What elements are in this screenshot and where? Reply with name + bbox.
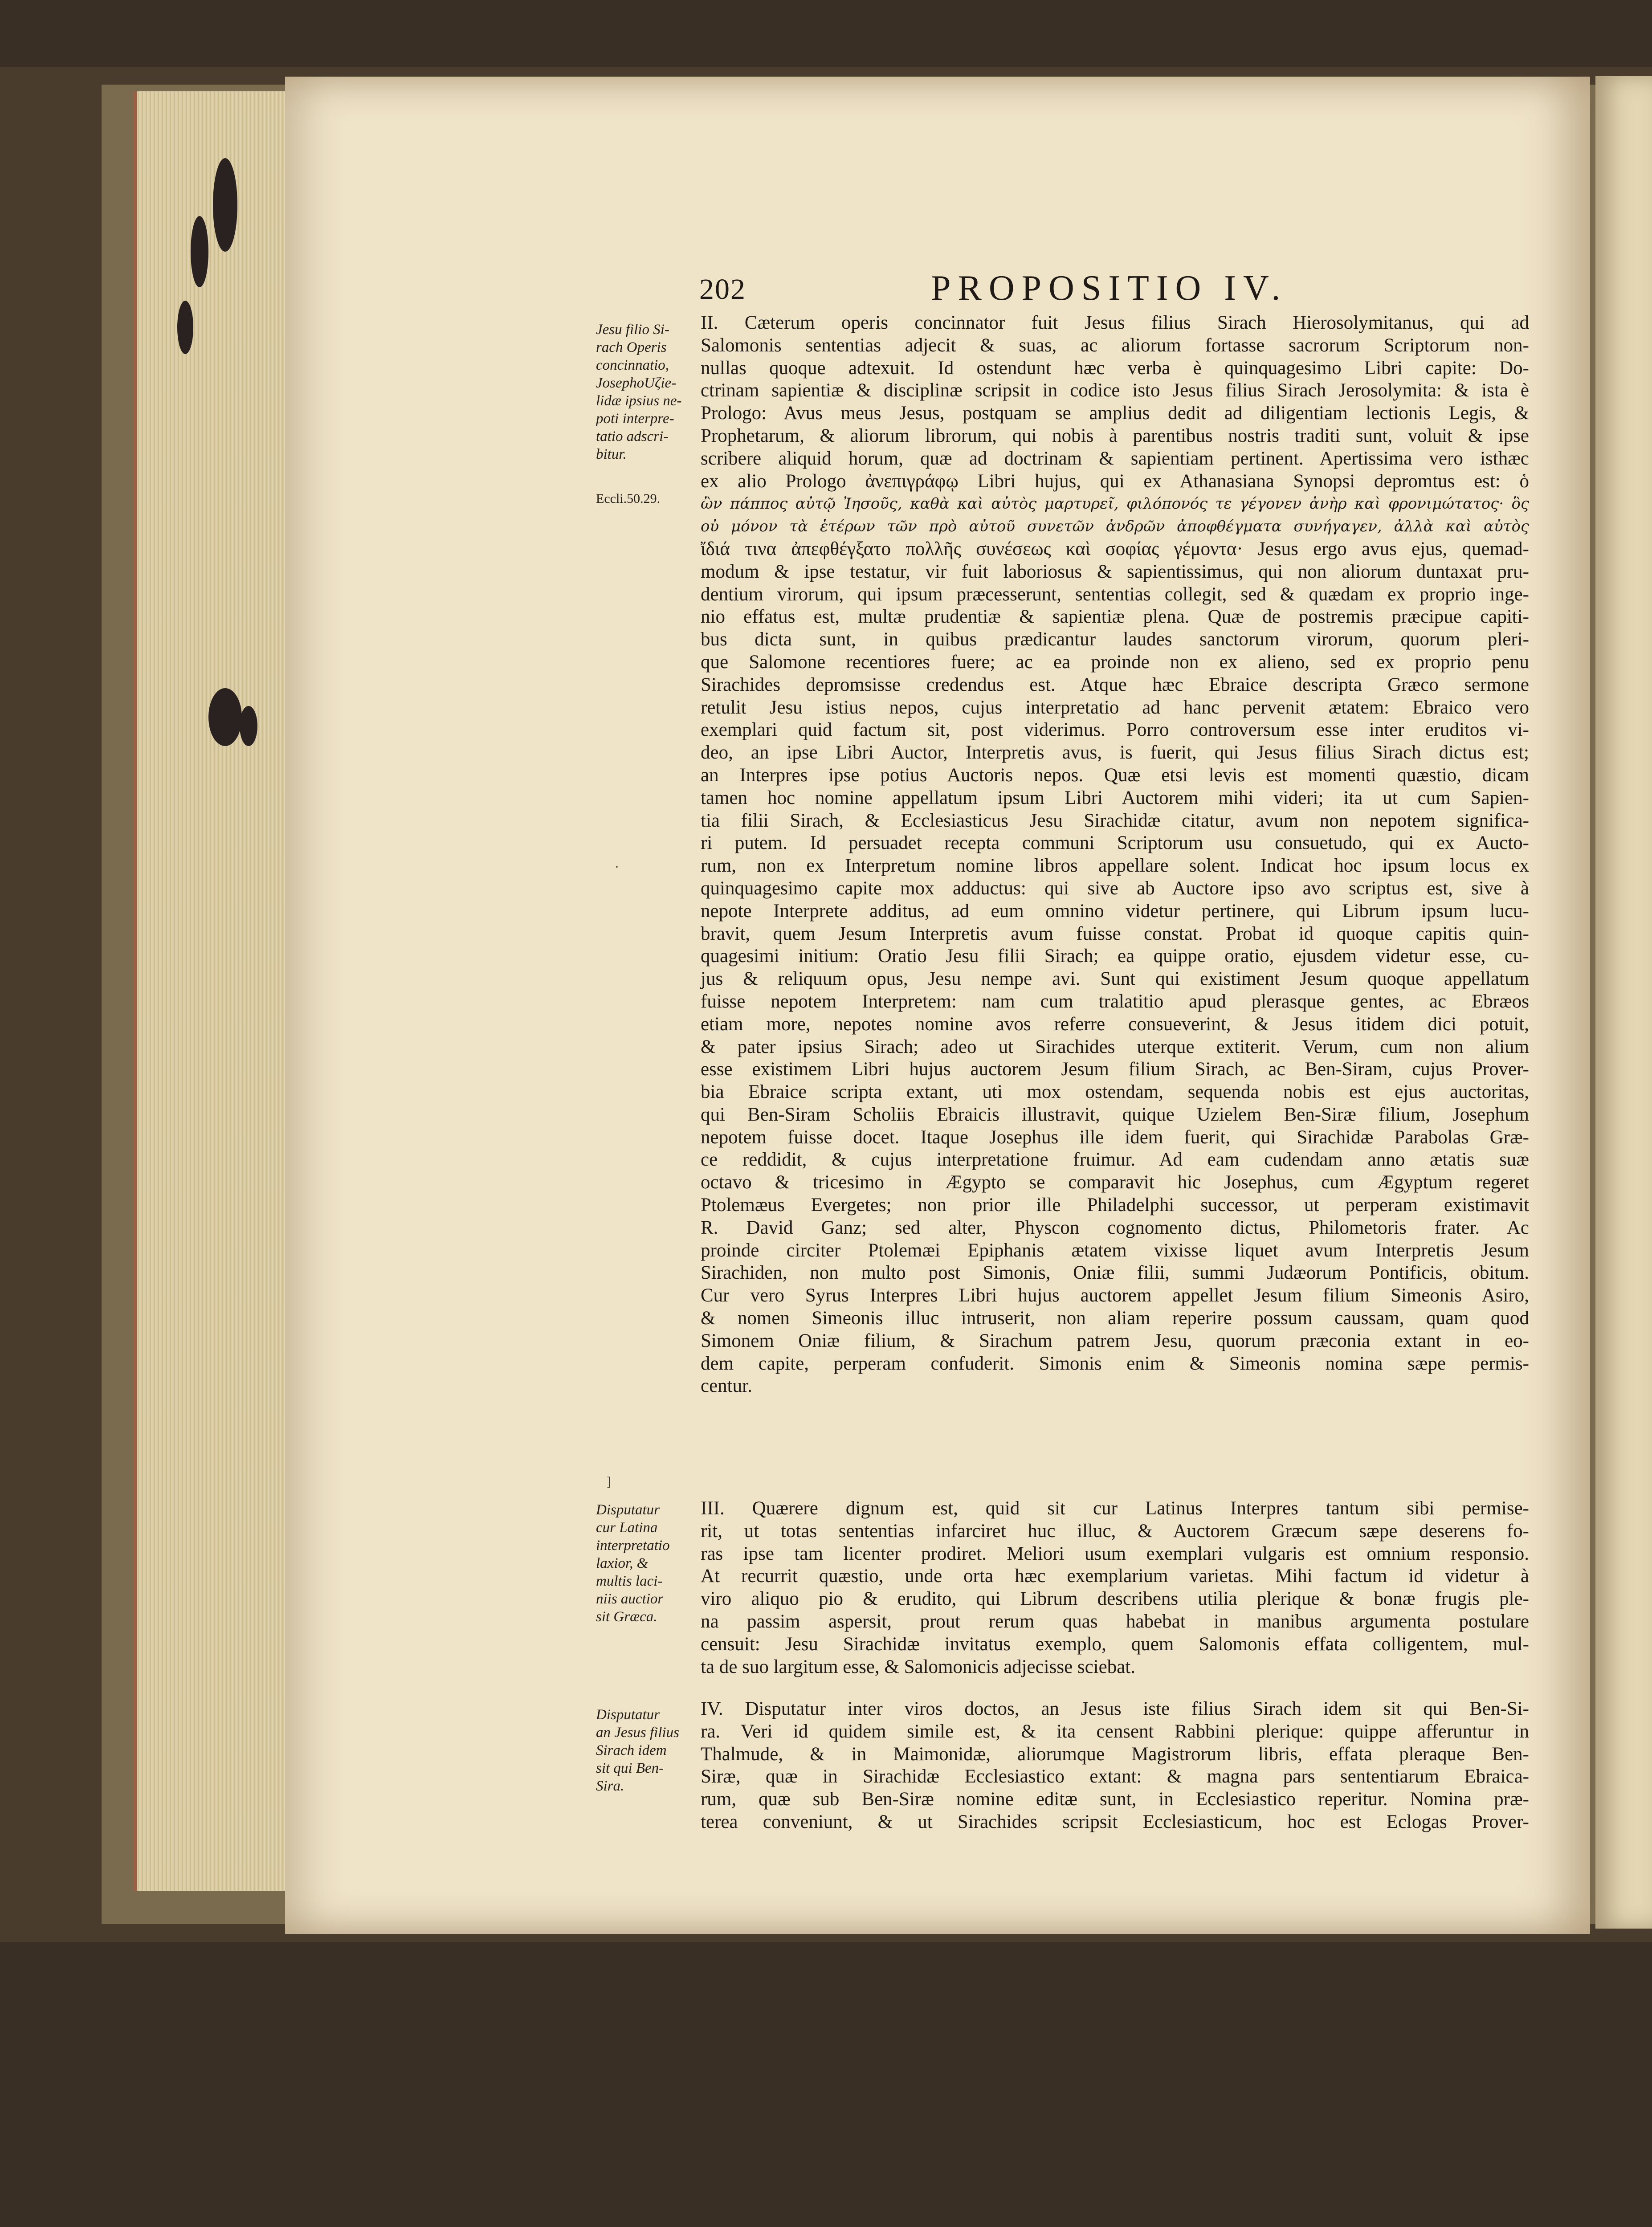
margin-note-2	[596, 490, 696, 508]
text-line: centur.	[701, 1375, 752, 1397]
text-line: fuisse nepotem Interpretem: nam cum tralatitio apud plerasque gentes, ac Ebræos	[701, 991, 1529, 1012]
margin-line: Sirach idem	[596, 1742, 667, 1758]
text-line: scribere aliquid horum, quæ ad doctrinam & sapientiam pertinent. Apertissima vero isthæc	[701, 448, 1529, 469]
section-2-text	[701, 312, 1529, 1398]
text-line: bus dicta sunt, in quibus prædicantur laudes sanctorum virorum, quorum pleri-	[701, 629, 1529, 650]
text-line: Thalmude, & in Maimonidæ, aliorumque Magistrorum libris, effata pleraque Ben-	[701, 1743, 1529, 1765]
text-line: deo, an ipse Libri Auctor, Interpretis avus, is fuerit, qui Jesus filius Sirach dictus est;	[701, 742, 1529, 763]
margin-line: sit qui Ben-	[596, 1760, 664, 1776]
ink-stain	[177, 301, 193, 354]
text-line: rit, ut totas sententias infarciret huc illuc, & Auctorem Græcum sæpe deserens fo-	[701, 1520, 1529, 1542]
text-line: ra. Veri id quidem simile est, & ita censent Rabbini plerique: quippe afferuntur in	[701, 1721, 1529, 1742]
greek-line: ὢν πάππος αὐτῷ Ἰησοῦς, καθὰ καὶ αὐτὸς μαρτυρεῖ, φιλόπονός τε γέγονεν ἀνὴρ καὶ φρονιμώτατος· ὃς	[701, 495, 1529, 513]
page-edges	[134, 91, 289, 1891]
margin-line: cur Latina	[596, 1520, 658, 1536]
text-line: quagesimi initium: Oratio Jesu filii Sirach; ea quippe oratio, ejusdem videtur esse, cu-	[701, 946, 1529, 967]
section-4-text	[701, 1698, 1529, 1834]
ink-stain	[213, 158, 237, 252]
ink-stain	[240, 706, 257, 746]
text-line: etiam more, nepotes nomine avos referre consueverint, & Jesus itidem dici potuit,	[701, 1013, 1529, 1035]
text-line: IV. Disputatur inter viros doctos, an Jesus iste filius Sirach idem sit qui Ben-Si-	[701, 1698, 1529, 1719]
paper-fleck: ·	[615, 860, 619, 874]
ink-stain	[191, 216, 208, 287]
text-line: proinde circiter Ptolemæi Epiphanis ætatem vixisse liquet avum Interpretis Jesum	[701, 1240, 1529, 1261]
text-line: & nomen Simeonis illuc intruserit, non aliam reperire possum caussam, quam quod	[701, 1308, 1529, 1329]
margin-line: JosephoUζie-	[596, 375, 677, 391]
margin-line: Jesu filio Si-	[596, 322, 669, 338]
page-number: 202	[699, 273, 746, 306]
margin-line: niis auctior	[596, 1591, 664, 1607]
text-line: bia Ebraice scripta extant, uti mox ostendam, sequenda nobis est ejus auctoritas,	[701, 1081, 1529, 1103]
text-line: ras ipse tam licenter prodiret. Meliori usum exemplari vulgaris est omnium responsio.	[701, 1543, 1529, 1564]
text-line: & pater ipsius Sirach; adeo ut Sirachides uterque extiterit. Verum, cum non alium	[701, 1036, 1529, 1057]
margin-line: poti interpre-	[596, 411, 674, 427]
margin-note-3	[596, 1501, 696, 1626]
page-title: PROPOSITIO IV.	[931, 269, 1288, 308]
margin-line: sit Græca.	[596, 1609, 657, 1625]
text-line: na passim aspersit, prout rerum quas habebat in manibus argumenta postulare	[701, 1611, 1529, 1632]
text-line: Ptolemæus Evergetes; non prior ille Philadelphi successor, ut perperam existimavit	[701, 1195, 1529, 1216]
text-line: III. Quærere dignum est, quid sit cur Latinus Interpres tantum sibi permise-	[701, 1498, 1529, 1519]
text-line: dentium virorum, qui ipsum præcesserunt, sententias collegit, sed & quædam ex proprio inge-	[701, 583, 1529, 605]
text-line: II. Cæterum operis concinnator fuit Jesus filius Sirach Hierosolymitanus, qui ad	[701, 312, 1529, 333]
text-line: Sirachiden, non multo post Simonis, Oniæ filii, summi Judæorum Pontificis, obitum.	[701, 1262, 1529, 1284]
text-line: terea conveniunt, & ut Sirachides scripsit Ecclesiasticum, hoc est Eclogas Prover-	[701, 1811, 1529, 1832]
text-line: qui Ben-Siram Scholiis Ebraicis illustravit, quique Uzielem Ben-Siræ filium, Josephum	[701, 1104, 1529, 1125]
text-line: dem capite, perperam confuderit. Simonis enim & Simeonis nomina sæpe permis-	[701, 1353, 1529, 1374]
text-line: censuit: Jesu Sirachidæ invitatus exemplo, quem Salomonis effata colligentem, mul-	[701, 1633, 1529, 1655]
text-line: que Salomone recentiores fuere; ac ea proinde non ex alieno, sed ex proprio penu	[701, 651, 1529, 673]
text-line: Prologo: Avus meus Jesus, postquam se amplius dedit ad diligentiam lectionis Legis, &	[701, 403, 1529, 424]
text-line: Sirachides depromsisse credendus est. Atque hæc Ebraice descripta Græco sermone	[701, 674, 1529, 695]
margin-line: bitur.	[596, 446, 627, 462]
text-line: jus & reliquum opus, Jesu nempe avi. Sunt qui existiment Jesum quoque appellatum	[701, 968, 1529, 990]
text-line: ri putem. Id persuadet recepta communi Scriptorum usu consuetudo, qui ex Aucto-	[701, 832, 1529, 854]
text-line: esse existimem Libri hujus auctorem Jesum filium Sirach, ac Ben-Siram, cujus Prover-	[701, 1059, 1529, 1080]
text-line: viro aliquo pio & erudito, qui Librum describens utilia plerique & bonæ frugis ple-	[701, 1588, 1529, 1610]
text-line: ce reddidit, & cujus interpretatione fruimur. Ad eam cudendam anno ætatis suæ	[701, 1149, 1529, 1171]
greek-line: οὐ μόνον τὰ ἑτέρων τῶν πρὸ αὐτοῦ συνετῶν ἀνδρῶν ἀποφθέγματα συνήγαγεν, ἀλλὰ καὶ αὐτὸς	[701, 518, 1529, 536]
text-line: nepotem fuisse docet. Itaque Josephus ille idem fuerit, qui Sirachidæ Parabolas Græ-	[701, 1126, 1529, 1148]
text-line: At recurrit quæstio, unde orta hæc exemplarium varietas. Mihi factum id videtur à	[701, 1566, 1529, 1587]
text-line: Cur vero Syrus Interpres Libri hujus auctorem appellet Jesum filium Simeonis Asiro,	[701, 1285, 1529, 1306]
text-line: bravit, quem Jesum Interpretis avum fuisse constat. Probat id quoque capitis quin-	[701, 923, 1529, 944]
margin-line: concinnatio,	[596, 357, 669, 373]
text-line: rum, quæ sub Ben-Siræ nomine editæ sunt, in Ecclesiastico reperitur. Nomina præ-	[701, 1789, 1529, 1810]
margin-line: multis laci-	[596, 1573, 663, 1589]
text-line: modum & ipse testatur, vir fuit laboriosus & sapientissimus, qui non aliorum duntaxat pru-	[701, 561, 1529, 582]
text-line: ctrinam sapientiæ & disciplinæ scripsit in codice isto Jesus filius Sirach Jerosolymita: & ista è	[701, 380, 1529, 401]
next-page-edge	[1595, 76, 1652, 1929]
margin-line: Sira.	[596, 1778, 624, 1794]
page-header	[699, 268, 1523, 311]
text-line: nio effatus est, multæ prudentiæ & sapientiæ plena. Quæ de postremis præcipue capiti-	[701, 606, 1529, 628]
ink-stain	[208, 688, 242, 746]
margin-line: interpretatio	[596, 1538, 670, 1554]
margin-line: Disputatur	[596, 1502, 660, 1518]
text-line: tia filii Sirach, & Ecclesiasticus Jesu Sirachidæ citatur, avum non nepotem significa-	[701, 810, 1529, 831]
text-line: an Interpres ipse potius Auctoris nepos. Quæ etsi levis est momenti quæstio, dicam	[701, 764, 1529, 786]
text-line: Simonem Oniæ filium, & Sirachum patrem Jesu, quorum præconia extant in eo-	[701, 1330, 1529, 1351]
margin-note-4	[596, 1706, 696, 1795]
margin-line: rach Operis	[596, 339, 667, 355]
text-line: ta de suo largitum esse, & Salomonicis adjecisse sciebat.	[701, 1656, 1136, 1677]
paper-fleck: ]	[607, 1474, 611, 1489]
margin-note-1	[596, 321, 696, 463]
margin-line: lidæ ipsius ne-	[596, 393, 682, 409]
text-line: R. David Ganz; sed alter, Physcon cognomento dictus, Philometoris frater. Ac	[701, 1217, 1529, 1238]
text-line: quinquagesimo capite mox adductus: qui sive ab Auctore ipso avo scriptus est, sive à	[701, 877, 1529, 899]
text-line: Salomonis sententias adjecit & suas, ac aliorum fortasse sacrorum Scriptorum non-	[701, 334, 1529, 356]
text-line: nullas quoque adtexuit. Id ostendunt hæc verba è quinquagesimo Libri capite: Do-	[701, 357, 1529, 379]
text-line: tamen hoc nomine appellatum ipsum Libri Auctorem mihi videri; ita ut cum Sapien-	[701, 787, 1529, 808]
text-line: ἴδιά τινα ἀπεφθέγξατο πολλῆς συνέσεως καὶ σοφίας γέμοντα· Jesus ergo avus ejus, quemad-	[701, 538, 1529, 559]
margin-line: Disputatur	[596, 1707, 660, 1723]
text-line: retulit Jesu istius nepos, cujus interpretatio ad hanc pervenit ætatem: Ebraico vero	[701, 697, 1529, 718]
section-3-text	[701, 1497, 1529, 1678]
text-line: octavo & tricesimo in Ægypto se comparavit hic Josephus, cum Ægyptum regeret	[701, 1172, 1529, 1193]
margin-line: an Jesus filius	[596, 1725, 679, 1741]
text-line: ex alio Prologo ἀνεπιγράφῳ Libri hujus, qui ex Athanasiana Synopsi depromtus est: ὁ	[701, 470, 1529, 492]
margin-line: laxior, &	[596, 1555, 649, 1571]
margin-line: tatio adscri-	[596, 428, 669, 445]
text-line: rum, non ex Interpretum nomine libros appellare solent. Indicat hoc ipsum locus ex	[701, 855, 1529, 877]
text-line: nepote Interprete additus, ad eum omnino videtur pertinere, qui Librum ipsum lucu-	[701, 900, 1529, 922]
text-line: exemplari quid factum sit, post viderimus. Porro controversum esse inter eruditos vi-	[701, 719, 1529, 741]
margin-reference: Eccli.50.29.	[596, 491, 661, 506]
text-line: Prophetarum, & aliorum librorum, qui nobis à parentibus nostris traditi sunt, voluit & ipse	[701, 425, 1529, 446]
text-line: Siræ, quæ in Sirachidæ Ecclesiastico extant: & magna pars sententiarum Ebraica-	[701, 1766, 1529, 1787]
